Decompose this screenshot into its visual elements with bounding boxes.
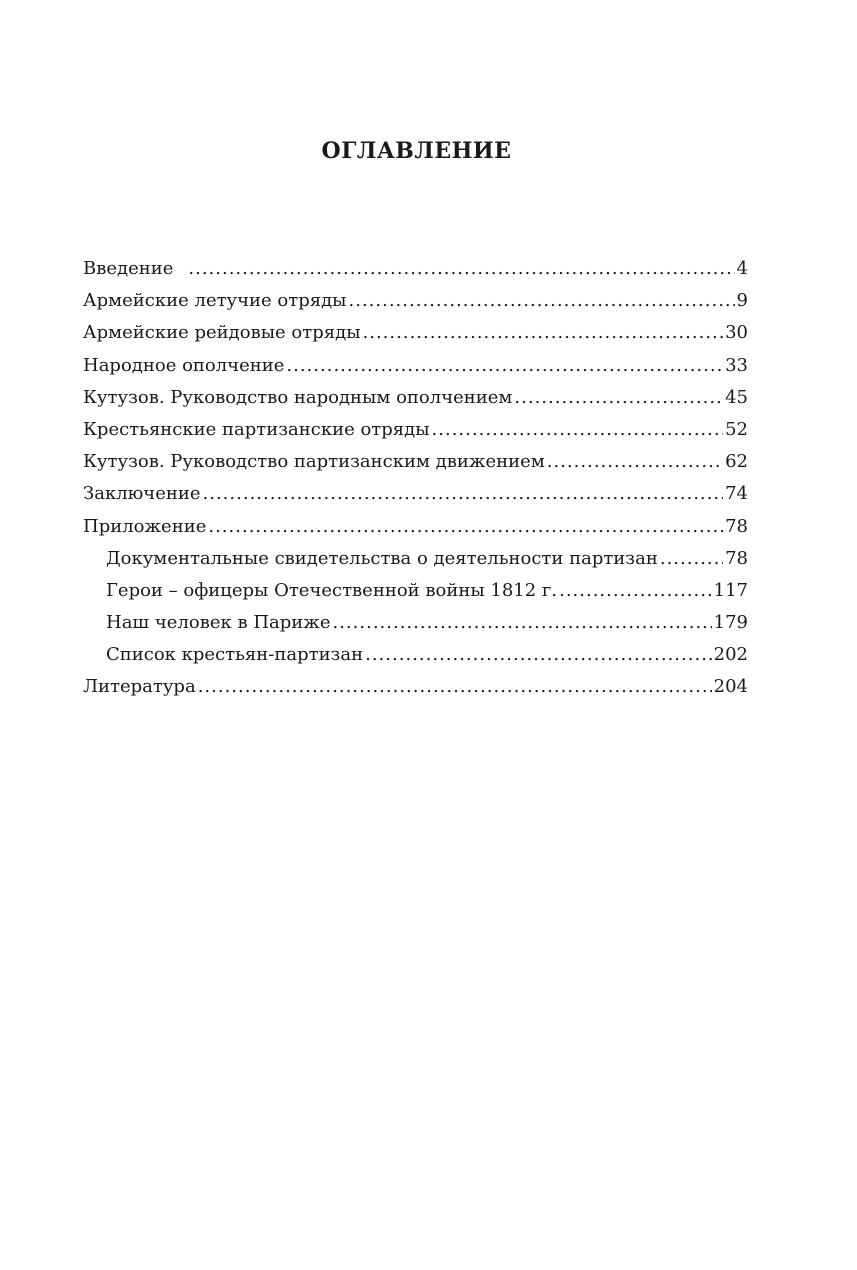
- dot-leader: [365, 639, 712, 671]
- toc-entry-title: Кутузов. Руководство народным ополчением: [83, 386, 513, 408]
- toc-entry-title: Литература: [83, 676, 196, 698]
- dot-leader: [188, 253, 734, 285]
- dot-leader: [203, 478, 724, 510]
- dot-leader: [432, 414, 724, 446]
- toc-entry-page: 78: [725, 547, 748, 569]
- toc-entry-title: Народное ополчение: [83, 354, 285, 376]
- table-of-contents: [83, 253, 748, 704]
- toc-entry-title: Армейские летучие отряды: [83, 290, 347, 312]
- toc-entry-title: Приложение: [83, 515, 207, 537]
- toc-entry-militia: [83, 350, 748, 382]
- toc-subentry-our-man-in-paris: [83, 607, 748, 639]
- toc-entry-title: Наш человек в Париже: [106, 612, 331, 634]
- toc-subentry-peasant-partisans-list: [83, 639, 748, 671]
- toc-entry-page: 78: [725, 515, 748, 537]
- dot-leader: [660, 543, 723, 575]
- dot-leader: [363, 317, 724, 349]
- toc-entry-title: Армейские рейдовые отряды: [83, 322, 361, 344]
- toc-entry-page: 117: [713, 579, 748, 601]
- dot-leader: [559, 575, 712, 607]
- toc-entry-page: 62: [725, 451, 748, 473]
- toc-entry-page: 33: [725, 354, 748, 376]
- toc-entry-title: Герои – офицеры Отечественной войны 1812 г.: [106, 579, 558, 601]
- toc-entry-title: Крестьянские партизанские отряды: [83, 418, 430, 440]
- toc-entry-page: 74: [725, 483, 748, 505]
- toc-subentry-documentary-evidence: [83, 543, 748, 575]
- toc-entry-page: 4: [736, 258, 748, 279]
- dot-leader: [286, 350, 723, 382]
- toc-entry-page: 30: [725, 322, 748, 344]
- toc-entry-conclusion: [83, 478, 748, 510]
- toc-entry-appendix: [83, 511, 748, 543]
- dot-leader: [349, 285, 735, 317]
- toc-entry-title: Кутузов. Руководство партизанским движением: [83, 451, 545, 473]
- dot-leader: [514, 382, 723, 414]
- toc-entry-title: Список крестьян-партизан: [106, 644, 364, 666]
- dot-leader: [547, 446, 723, 478]
- toc-entry-kutuzov-militia: [83, 382, 748, 414]
- toc-entry-page: 204: [713, 676, 748, 698]
- dot-leader: [208, 511, 723, 543]
- toc-entry-page: 45: [725, 386, 748, 408]
- toc-entry-title: Документальные свидетельства о деятельности партизан: [106, 547, 658, 569]
- toc-entry-page: 179: [713, 612, 748, 634]
- toc-entry-raid-detachments: [83, 317, 748, 349]
- toc-entry-introduction: [83, 253, 748, 285]
- toc-subentry-heroes-officers: [83, 575, 748, 607]
- toc-entry-kutuzov-partisan-movement: [83, 446, 748, 478]
- toc-entry-page: 202: [713, 644, 748, 666]
- toc-entry-peasant-detachments: [83, 414, 748, 446]
- toc-entry-flying-detachments: [83, 285, 748, 317]
- toc-entry-literature: [83, 671, 748, 703]
- toc-entry-title: Заключение: [83, 483, 201, 505]
- dot-leader: [198, 671, 712, 703]
- dot-leader: [332, 607, 711, 639]
- toc-entry-title: Введение: [83, 258, 174, 279]
- toc-entry-page: 9: [736, 290, 748, 312]
- toc-entry-page: 52: [725, 418, 748, 440]
- page-title: ОГЛАВЛЕНИЕ: [321, 138, 512, 164]
